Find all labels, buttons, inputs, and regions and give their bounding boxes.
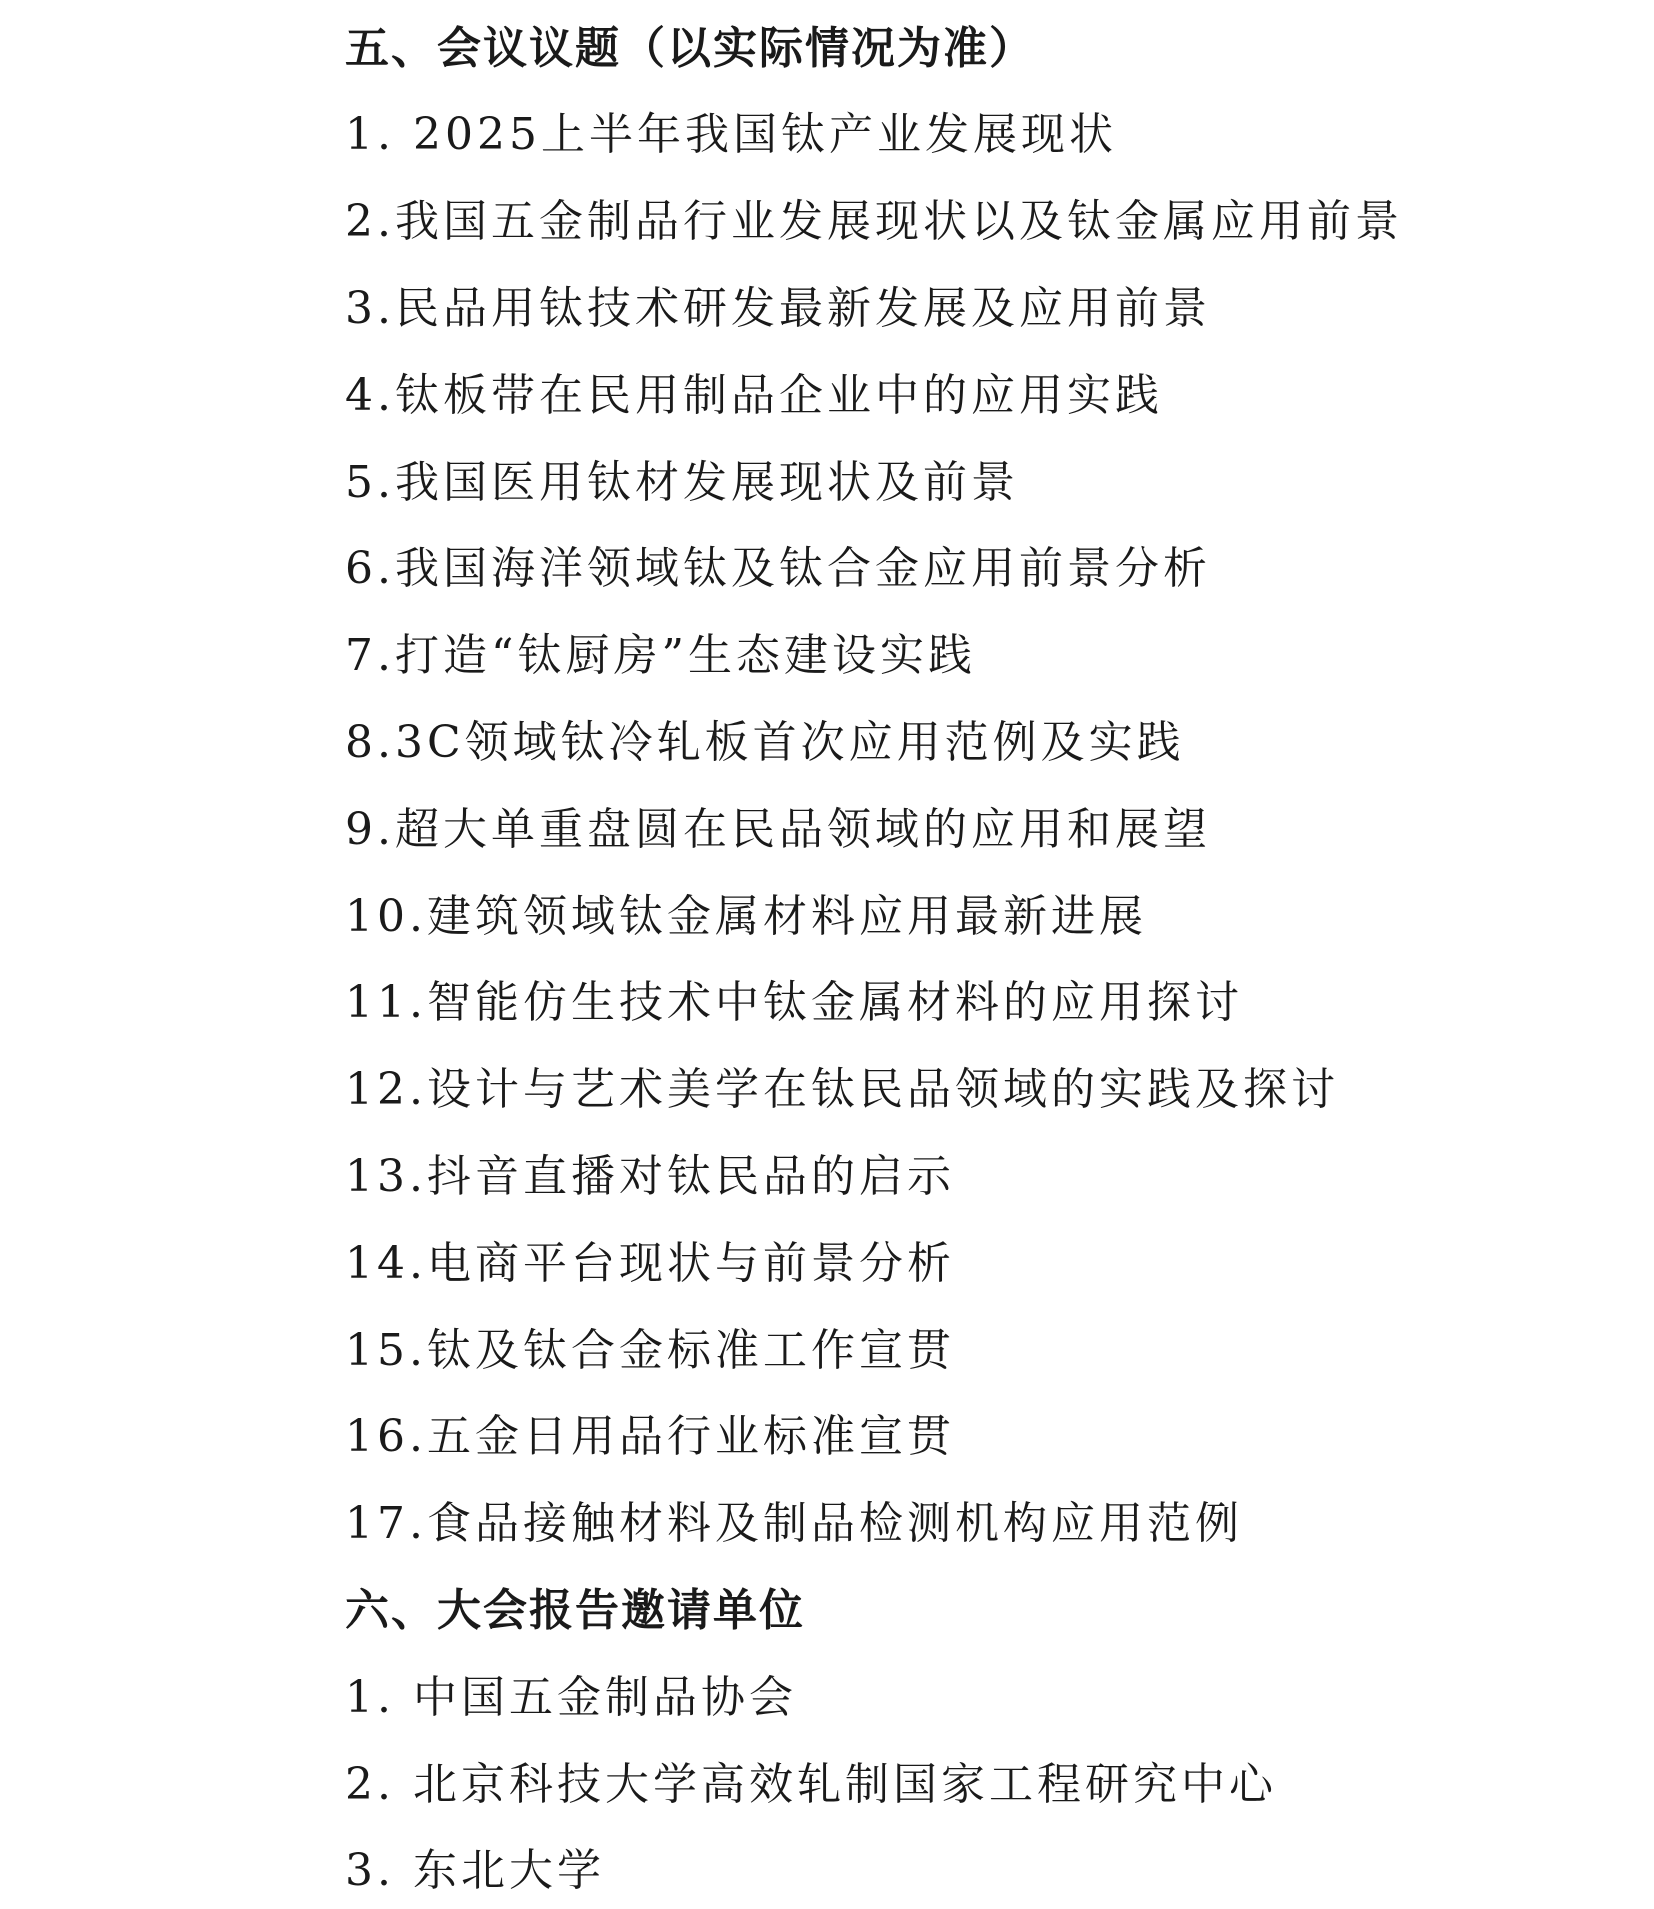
agenda-item-13: 13.抖音直播对钛民品的启示 bbox=[345, 1151, 955, 1202]
agenda-item-6: 6.我国海洋领域钛及钛合金应用前景分析 bbox=[345, 543, 1211, 594]
agenda-item-1: 1. 2025上半年我国钛产业发展现状 bbox=[345, 109, 1117, 160]
agenda-item-14: 14.电商平台现状与前景分析 bbox=[345, 1238, 955, 1289]
agenda-item-8: 8.3C领域钛冷轧板首次应用范例及实践 bbox=[345, 717, 1185, 768]
agenda-item-2: 2.我国五金制品行业发展现状以及钛金属应用前景 bbox=[345, 196, 1403, 247]
agenda-item-4: 4.钛板带在民用制品企业中的应用实践 bbox=[345, 370, 1163, 421]
agenda-item-10: 10.建筑领域钛金属材料应用最新进展 bbox=[345, 891, 1147, 942]
agenda-item-7: 7.打造“钛厨房”生态建设实践 bbox=[345, 630, 976, 681]
agenda-item-17: 17.食品接触材料及制品检测机构应用范例 bbox=[345, 1498, 1243, 1549]
agenda-item-3: 3.民品用钛技术研发最新发展及应用前景 bbox=[345, 283, 1211, 334]
section-5-heading: 五、会议议题（以实际情况为准） bbox=[345, 23, 1035, 74]
agenda-item-5: 5.我国医用钛材发展现状及前景 bbox=[345, 457, 1019, 508]
invited-unit-1: 1. 中国五金制品协会 bbox=[345, 1672, 797, 1723]
invited-unit-2: 2. 北京科技大学高效轧制国家工程研究中心 bbox=[345, 1759, 1277, 1810]
agenda-item-9: 9.超大单重盘圆在民品领域的应用和展望 bbox=[345, 804, 1211, 855]
agenda-item-15: 15.钛及钛合金标准工作宣贯 bbox=[345, 1325, 955, 1376]
agenda-item-16: 16.五金日用品行业标准宣贯 bbox=[345, 1411, 955, 1462]
section-6-heading: 六、大会报告邀请单位 bbox=[345, 1585, 805, 1636]
agenda-item-12: 12.设计与艺术美学在钛民品领域的实践及探讨 bbox=[345, 1064, 1339, 1115]
invited-unit-3: 3. 东北大学 bbox=[345, 1845, 605, 1896]
agenda-item-11: 11.智能仿生技术中钛金属材料的应用探讨 bbox=[345, 977, 1243, 1028]
